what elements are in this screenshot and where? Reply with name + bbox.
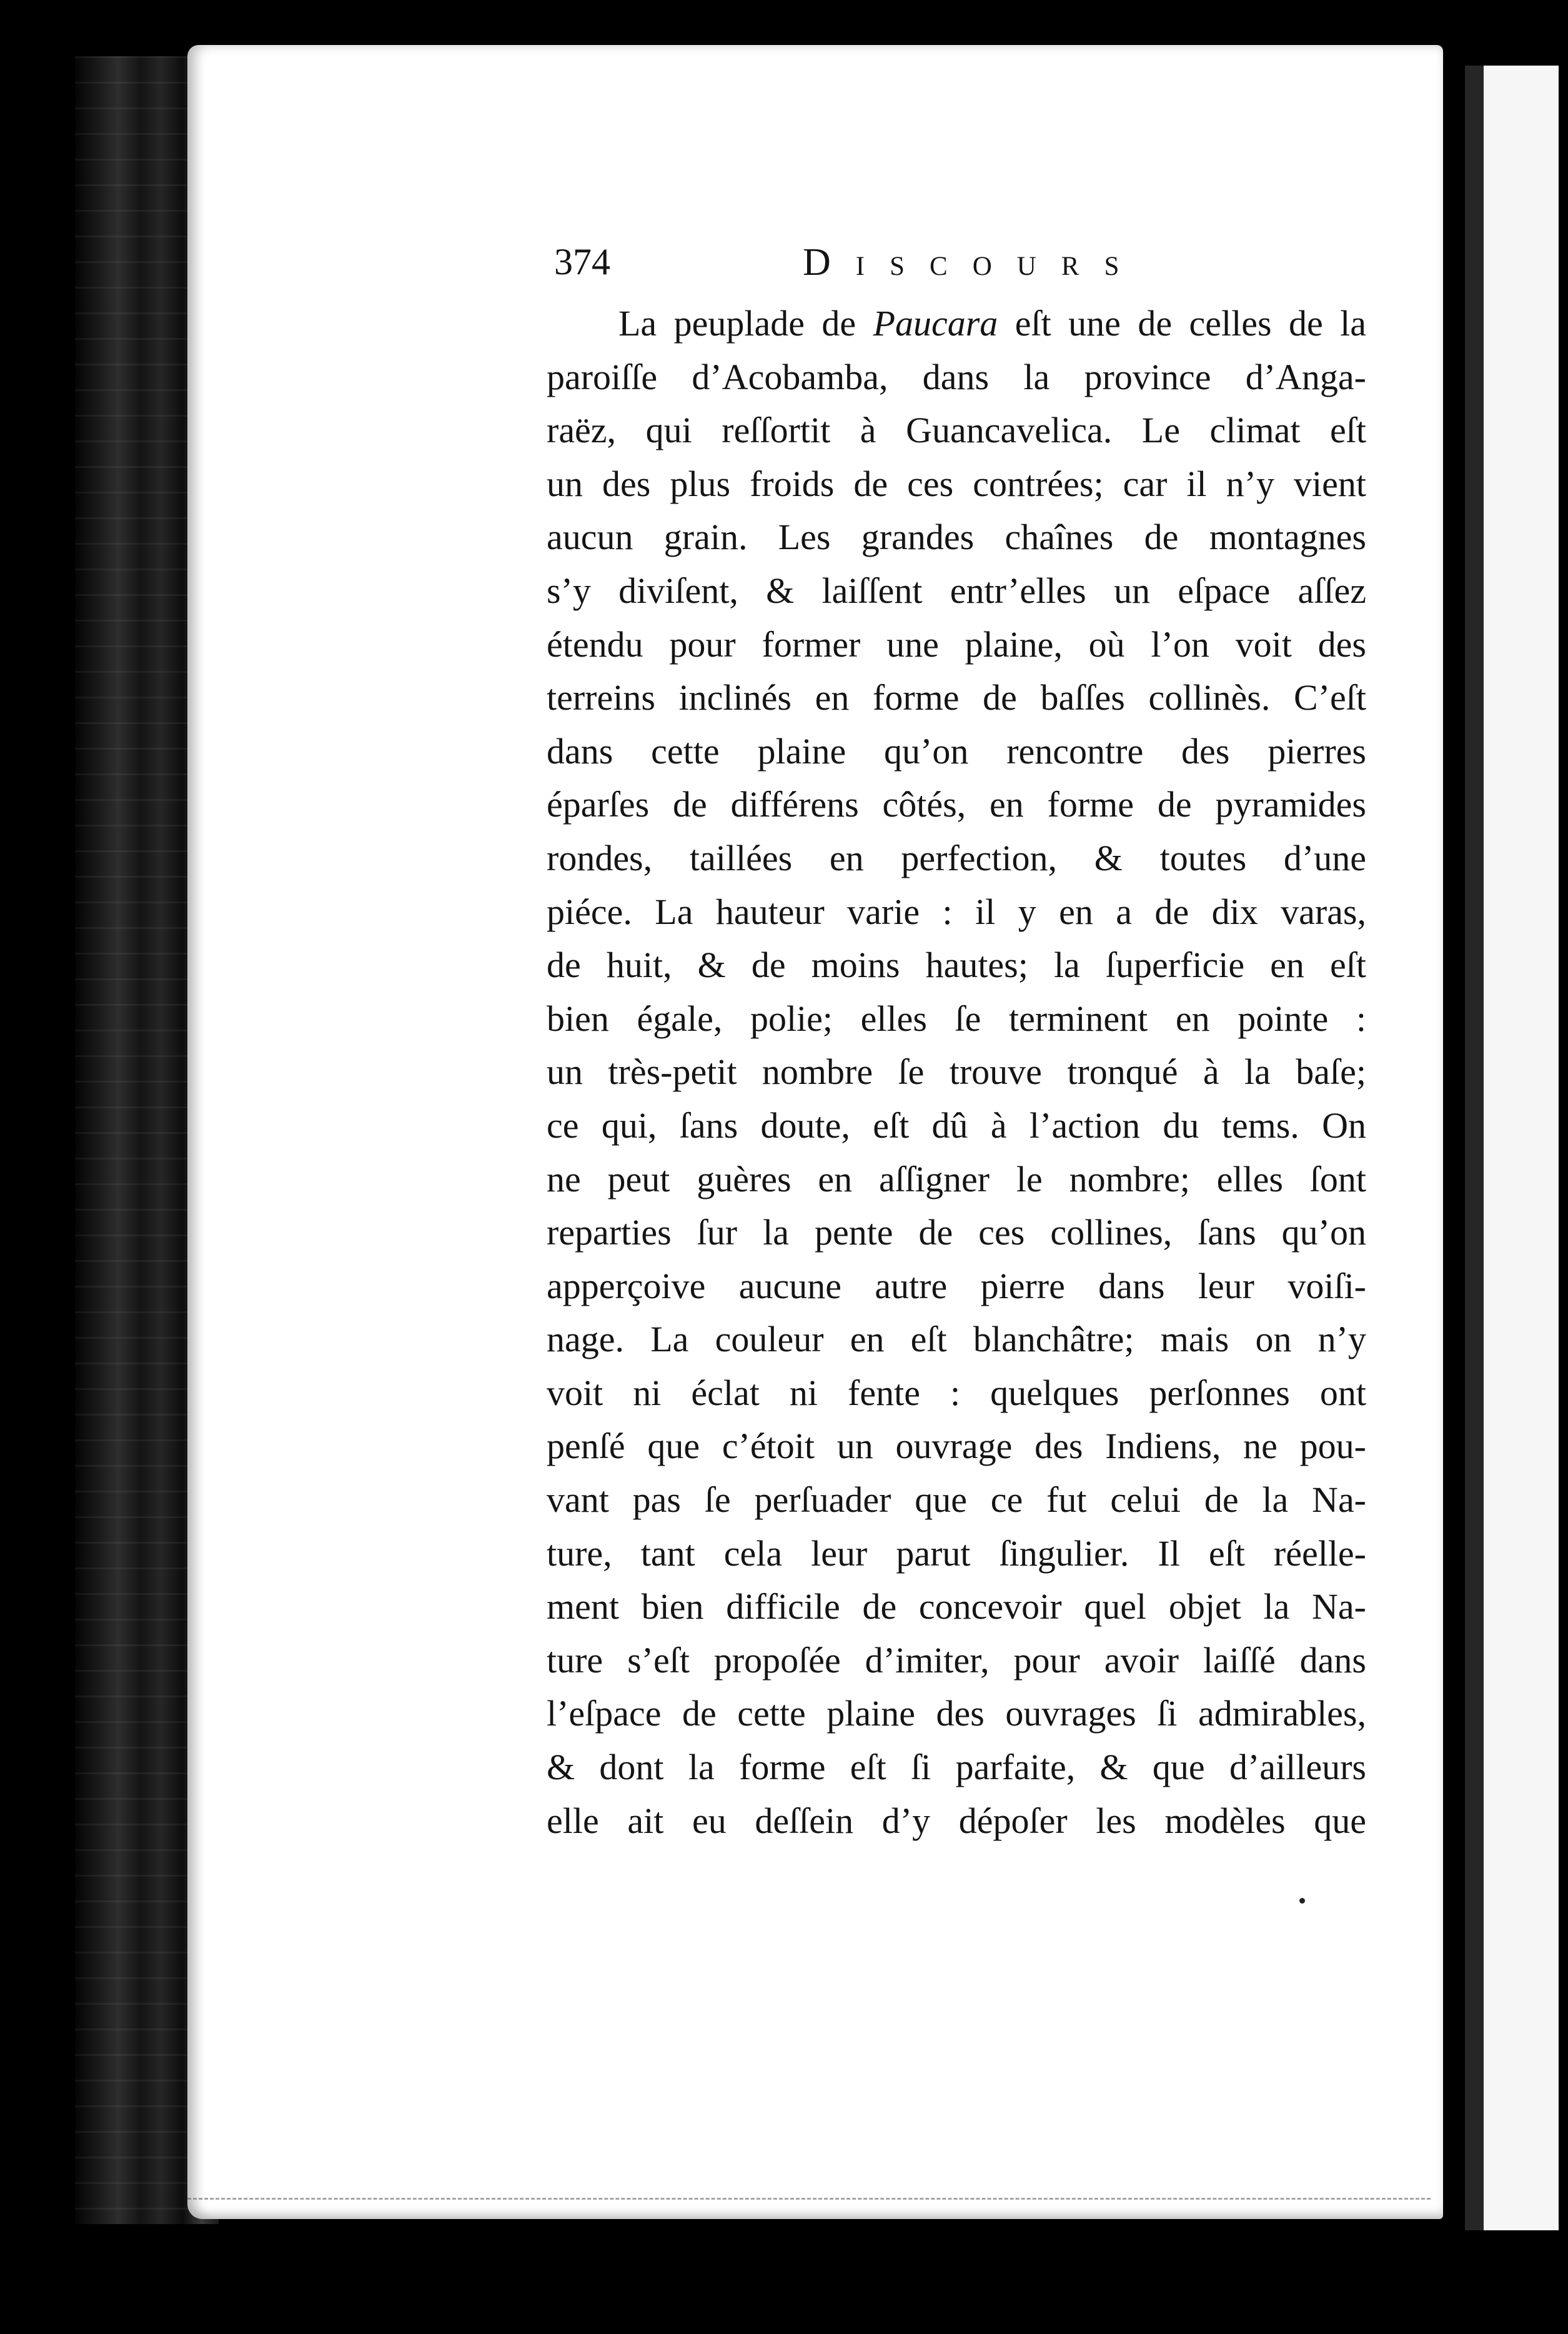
text-line: un très-petit nombre ſe trouve tronqué à la baſe; — [547, 1051, 1366, 1093]
running-head — [547, 234, 1366, 297]
text-line: terreins inclinés en forme de baſſes collinès. C’eſt — [547, 677, 1366, 718]
italic-place-name: Paucara — [873, 303, 998, 344]
text-line: ment bien difficile de concevoir quel objet la Na- — [547, 1586, 1366, 1627]
text-line: nage. La couleur en eſt blanchâtre; mais on n’y — [547, 1319, 1366, 1360]
text-line: rondes, taillées en perfection, & toutes d’une — [547, 837, 1366, 878]
text-line: dans cette plaine qu’on rencontre des pierres — [547, 730, 1366, 772]
text-line: l’eſpace de cette plaine des ouvrages ſi admirables, — [547, 1693, 1366, 1734]
text-line: s’y diviſent, & laiſſent entr’elles un eſpace aſſez — [547, 570, 1366, 611]
text-line: penſé que c’étoit un ouvrage des Indiens, ne pou- — [547, 1426, 1366, 1467]
text-line: La peuplade de Paucara eſt une de celles de la — [618, 303, 1366, 344]
facing-page-edge — [1465, 66, 1559, 2230]
text-line: ne peut guères en aſſigner le nombre; elles ſont — [547, 1158, 1366, 1199]
text-line: reparties ſur la pente de ces collines, ſans qu’on — [547, 1212, 1366, 1253]
text-line: paroiſſe d’Acobamba, dans la province d’Anga- — [547, 356, 1366, 397]
text-line: ce qui, ſans doute, eſt dû à l’action du tems. On — [547, 1105, 1366, 1146]
running-title: Discours — [803, 241, 1144, 284]
page-text-block — [547, 234, 1366, 1847]
page-number: 374 — [554, 241, 610, 282]
text-line: voit ni éclat ni fente : quelques perſonnes ont — [547, 1372, 1366, 1413]
text-line: & dont la forme eſt ſi parfaite, & que d’ailleurs — [547, 1747, 1366, 1788]
text-line: aucun grain. Les grandes chaînes de montagnes — [547, 517, 1366, 558]
text-line: piéce. La hauteur varie : il y en a de dix varas, — [547, 891, 1366, 932]
body-text — [547, 297, 1366, 1847]
text-line: étendu pour former une plaine, où l’on voit des — [547, 623, 1366, 665]
text-line: ture, tant cela leur parut ſingulier. Il eſt réelle- — [547, 1532, 1366, 1574]
text-line: ture s’eſt propoſée d’imiter, pour avoir laiſſé dans — [547, 1639, 1366, 1681]
text-line: bien égale, polie; elles ſe terminent en pointe : — [547, 998, 1366, 1039]
text-line: apperçoive aucune autre pierre dans leur voiſi- — [547, 1265, 1366, 1306]
page-bottom-edge — [187, 2187, 1431, 2200]
text-line: elle ait eu deſſein d’y dépoſer les modèles que — [547, 1800, 1366, 1841]
text-line: de huit, & de moins hautes; la ſuperficie en eſt — [547, 945, 1366, 986]
text-line: un des plus froids de ces contrées; car il n’y vient — [547, 463, 1366, 504]
ink-speck — [1299, 1898, 1305, 1904]
text-line: éparſes de différens côtés, en forme de pyramides — [547, 784, 1366, 825]
text-line: raëz, qui reſſortit à Guancavelica. Le climat eſt — [547, 410, 1366, 451]
text-line: vant pas ſe perſuader que ce fut celui de la Na- — [547, 1479, 1366, 1521]
